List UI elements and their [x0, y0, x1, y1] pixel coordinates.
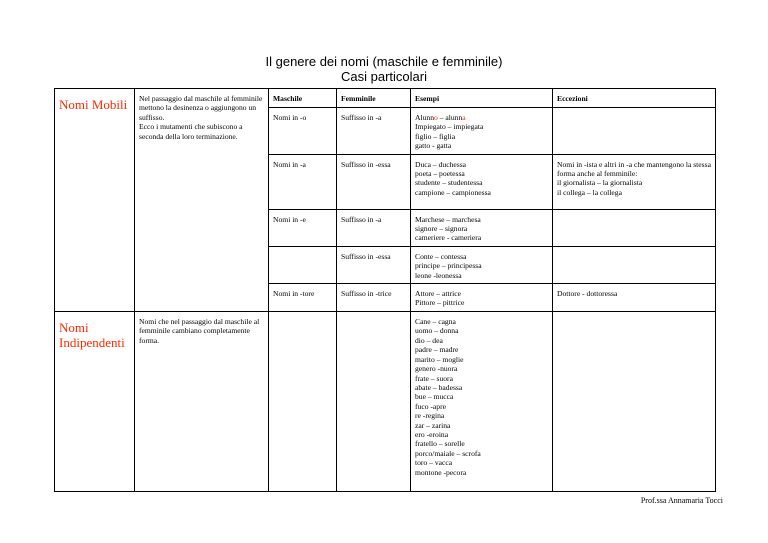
cell-esempi: Attore – attrice Pittore – pittrice: [411, 284, 553, 312]
page-subtitle: Casi particolari: [341, 69, 427, 84]
header-label: Eccezioni: [557, 94, 588, 103]
table-row: [55, 312, 716, 492]
cell-maschile: [269, 246, 337, 283]
cell-maschile: Nomi in -tore: [269, 284, 337, 312]
cell-femminile: Suffisso in -essa: [337, 154, 411, 209]
cell-femminile: Suffisso in -a: [337, 108, 411, 155]
cell-maschile: Nomi in -e: [269, 209, 337, 246]
cell-femminile: Suffisso in -trice: [337, 284, 411, 312]
cell-maschile: Nomi in -o: [269, 108, 337, 155]
cell-esempi: Marchese – marchesa signore – signora cameriere - cameriera: [411, 209, 553, 246]
cell-eccezioni-empty: [553, 312, 716, 492]
cell-esempi: Conte – contessa principe – principessa leone -leonessa: [411, 246, 553, 283]
cell-esempi: Cane – cagna uomo – donna dio – dea padre – madre marito – moglie genero -nuora frate – suora abate – badessa bue – mucca fuco -apre re -regina zar – zarina ero -eroina fratello – sorelle porco/maiale – scrofa toro – vacca montone -pecora: [411, 312, 553, 492]
header-femminile: [337, 89, 411, 108]
header-eccezioni: [553, 89, 716, 108]
esempi-rest: Impiegato – impiegata figlio – figlia gatto - gatta: [415, 122, 484, 151]
cell-esempi: [411, 108, 553, 155]
author-footer: Prof.ssa Annamaria Tocci: [640, 496, 723, 505]
cell-maschile-empty: [269, 312, 337, 492]
section-indipendenti-title-cell: [55, 312, 135, 492]
header-label: Femminile: [341, 94, 376, 103]
section-mobili-description-cell: [135, 89, 269, 312]
cell-femminile-empty: [337, 312, 411, 492]
example-suffix: o: [433, 113, 438, 122]
cell-esempi: Duca – duchessa poeta – poetessa studente – studentessa campione – campionessa: [411, 154, 553, 209]
header-label: Maschile: [273, 94, 303, 103]
section-description-mobili: Nel passaggio dal maschile al femminile mettono la desinenza o aggiungono un suffisso. Ecco i mutamenti che subiscono a seconda della loro terminazione.: [139, 94, 263, 141]
cell-eccezioni: [553, 246, 716, 283]
cell-femminile: Suffisso in -essa: [337, 246, 411, 283]
esempi-first-line: [415, 113, 548, 122]
section-mobili-title-cell: [55, 89, 135, 312]
section-title-mobili: Nomi Mobili: [59, 97, 128, 112]
example-text: Alunn: [415, 113, 434, 122]
section-description-indipendenti: Nomi che nel passaggio dal maschile al femminile cambiano completamente forma.: [139, 317, 260, 345]
page-title: Il genere dei nomi (maschile e femminile): [265, 54, 503, 69]
section-indipendenti-description-cell: [135, 312, 269, 492]
header-esempi: [411, 89, 553, 108]
section-title-indipendenti: Nomi Indipendenti: [59, 320, 125, 351]
example-suffix: a: [462, 113, 466, 122]
cell-maschile: Nomi in -a: [269, 154, 337, 209]
cell-eccezioni: Dottore - dottoressa: [553, 284, 716, 312]
header-maschile: [269, 89, 337, 108]
cell-eccezioni: [553, 209, 716, 246]
gender-table: [54, 88, 716, 492]
cell-eccezioni: Nomi in -ista e altri in -a che mantengono la stessa forma anche al femminile: il giornalista – la giornalista il collega – la collega: [553, 154, 716, 209]
cell-femminile: Suffisso in -a: [337, 209, 411, 246]
header-label: Esempi: [415, 94, 440, 103]
example-text: – alunn: [437, 113, 463, 122]
cell-eccezioni: [553, 108, 716, 155]
